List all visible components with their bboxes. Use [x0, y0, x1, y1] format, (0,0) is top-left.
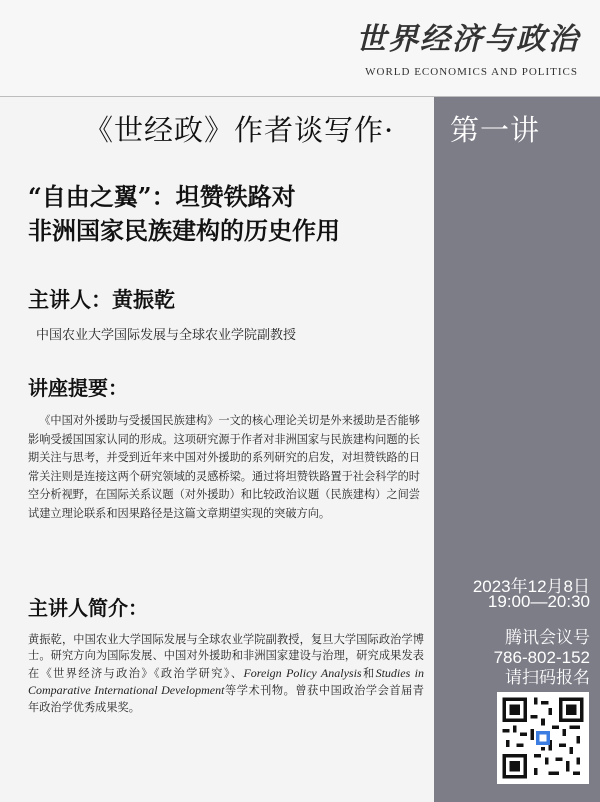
speaker-affiliation: 中国农业大学国际发展与全球农业学院副教授	[36, 328, 297, 343]
lecture-topic	[28, 180, 340, 248]
bio-text-and: 和	[361, 666, 376, 680]
bio-heading: 主讲人简介：	[28, 596, 148, 620]
meeting-id: 786-802-152	[493, 648, 590, 667]
meeting-info	[494, 628, 590, 688]
event-time: 19:00—20:30	[487, 592, 590, 611]
event-date: 2023年12月8日	[472, 577, 590, 596]
topic-line-1: “自由之翼”：坦赞铁路对	[28, 182, 296, 211]
abstract-text: 《中国对外援助与受援国民族建构》一文的核心理论关切是外来援助是否能够影响受援国国家认同的形成。这项研究源于作者对非洲国家与民族建构问题的长期关注与思考，并受到近年来中国对外援助的系列研究的启发，对坦赞铁路的日常关注则是连接这两个研究领域的灵感桥梁。通过将坦赞铁路置于社会科学的时空分析视野，在国际关系议题（对外援助）和比较政治议题（民族建构）之间尝试建立理论联系和因果路径是这篇文章期望实现的突破方向。	[28, 414, 420, 520]
bio-text	[28, 632, 424, 716]
header	[0, 0, 600, 96]
bio-journal-scid: Studies in Comparative International Development	[28, 665, 424, 698]
lecture-series-title: 《世经政》作者谈写作·	[84, 113, 395, 147]
speaker-name: 主讲人：黄振乾	[28, 287, 175, 312]
journal-logo: 世界经济与政治	[356, 22, 580, 57]
topic-line-2: 非洲国家民族建构的历史作用	[28, 216, 340, 245]
journal-logo-english: WORLD ECONOMICS AND POLITICS	[365, 66, 578, 78]
qr-code[interactable]	[497, 692, 589, 784]
bio-text-part2: 等学术刊物。曾获中国政治学会首届青年政治学优秀成果奖。	[28, 684, 424, 714]
qr-code-icon	[499, 694, 587, 782]
lecture-number: 第一讲	[450, 113, 541, 147]
bio-text-part1: 黄振乾，中国农业大学国际发展与全球农业学院副教授，复旦大学国际政治学博士。研究方向为国际发展、中国对外援助和非洲国家建设与治理，研究成果发表在《世界经济与政治》《政治学研究》、	[28, 633, 424, 680]
meeting-label: 腾讯会议号	[505, 628, 590, 647]
abstract-heading: 讲座提要：	[28, 376, 128, 400]
register-prompt: 请扫码报名	[505, 668, 590, 687]
bio-journal-fpa: Foreign Policy Analysis	[243, 665, 362, 680]
